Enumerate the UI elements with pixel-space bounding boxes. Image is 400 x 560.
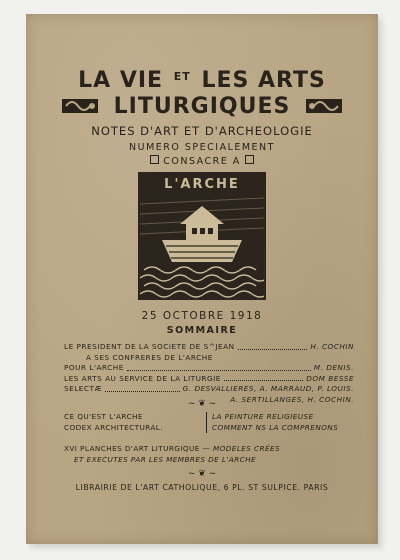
articles-left: CE QU'EST L'ARCHE CODEX ARCHITECTURAL. [64, 412, 163, 432]
sommaire-heading: SOMMAIRE [166, 325, 238, 336]
toc-row: POUR L'ARCHE M. DENIS. [64, 363, 354, 372]
booklet-cover [26, 14, 378, 544]
articles-right: LA PEINTURE RELIGIEUSE COMMENT NS LA COMPRENONS [206, 412, 354, 433]
toc-row: A SES CONFRERES DE L'ARCHE [86, 352, 213, 362]
publisher-line: LIBRAIRIE DE L'ART CATHOLIQUE, 6 PL. ST SULPICE. PARIS [75, 483, 329, 492]
issue-date: 25 OCTOBRE 1918 [141, 310, 263, 322]
title-line-2: LITURGIQUES [113, 94, 291, 119]
table-of-contents [64, 342, 354, 405]
articles-two-column [64, 412, 354, 433]
woodcut-title: L'ARCHE [164, 177, 240, 192]
toc-row: LES ARTS AU SERVICE DE LA LITURGIE DOM BESSE [64, 373, 354, 383]
divider-ornament-icon: ~ ❦ ~ [187, 399, 217, 409]
consacre-line: CONSACRE A [26, 155, 378, 167]
ark-icon [140, 174, 264, 298]
subtitle: NOTES D'ART ET D'ARCHEOLOGIE [91, 124, 313, 138]
planches-text: XVI PLANCHES D'ART LITURGIQUE — MODELES CRÉES ET EXECUTES PAR LES MEMBRES DE L'ARCHE [64, 444, 281, 464]
divider-ornament-icon: ~ ❦ ~ [187, 469, 217, 479]
toc-row: SELECTÆ G. DESVALLIERES, A. MARRAUD, P. LOUIS. [64, 384, 354, 393]
square-ornament-icon [150, 155, 159, 164]
toc-row: A. SERTILLANGES, H. COCHIN. [230, 394, 354, 404]
square-ornament-icon [245, 155, 254, 164]
toc-row: LE PRESIDENT DE LA SOCIETE DE S^JEAN H. COCHIN [64, 342, 354, 351]
numero-line: NUMERO SPECIALEMENT [129, 142, 275, 153]
ark-woodcut [138, 172, 266, 300]
title-line-1: LA VIE $^{ET}$ LES ARTS [78, 68, 326, 93]
right-ornament-icon [306, 97, 342, 115]
